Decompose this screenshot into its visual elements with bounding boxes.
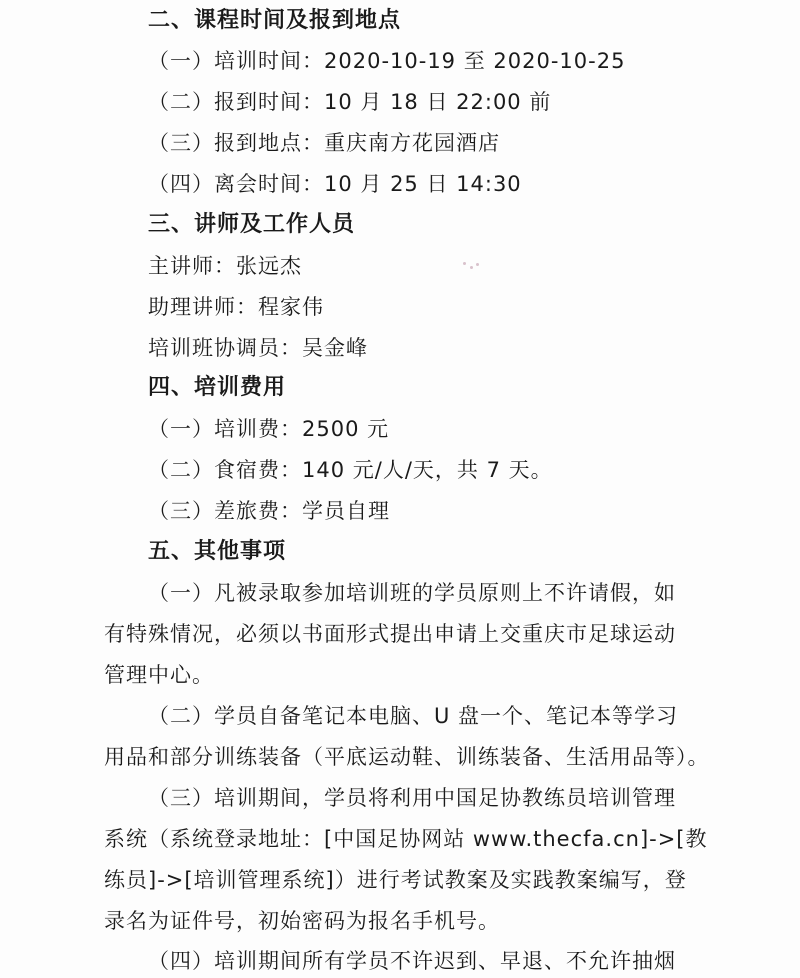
section-heading-other: 五、其他事项 bbox=[148, 539, 287, 564]
scan-speck bbox=[470, 266, 473, 269]
departure-time-line: （四）离会时间：10 月 25 日 14:30 bbox=[148, 172, 522, 196]
section-heading-fees: 四、培训费用 bbox=[148, 375, 287, 400]
other-item-3-line-4: 录名为证件号，初始密码为报名手机号。 bbox=[104, 909, 500, 933]
other-item-4-line-1: （四）培训期间所有学员不许迟到、早退、不允许抽烟 bbox=[148, 949, 676, 973]
lead-instructor-line: 主讲师：张远杰 bbox=[148, 254, 302, 278]
check-in-time-line: （二）报到时间：10 月 18 日 22:00 前 bbox=[148, 90, 552, 114]
other-item-1-line-2: 有特殊情况，必须以书面形式提出申请上交重庆市足球运动 bbox=[104, 622, 676, 646]
check-in-location-line: （三）报到地点：重庆南方花园酒店 bbox=[148, 131, 500, 155]
scan-speck bbox=[463, 262, 466, 265]
other-item-1-line-3: 管理中心。 bbox=[104, 663, 214, 687]
section-heading-staff: 三、讲师及工作人员 bbox=[148, 212, 356, 237]
travel-fee-line: （三）差旅费：学员自理 bbox=[148, 499, 390, 523]
other-item-3-line-2: 系统（系统登录地址：[中国足协网站 www.thecfa.cn]->[教 bbox=[104, 827, 708, 851]
coordinator-line: 培训班协调员：吴金峰 bbox=[148, 336, 368, 360]
section-heading-schedule: 二、课程时间及报到地点 bbox=[148, 8, 402, 33]
other-item-3-line-3: 练员]->[培训管理系统]）进行考试教案及实践教案编写，登 bbox=[104, 868, 687, 892]
assistant-instructor-line: 助理讲师：程家伟 bbox=[148, 295, 324, 319]
board-fee-line: （二）食宿费：140 元/人/天，共 7 天。 bbox=[148, 458, 553, 482]
other-item-3-line-1: （三）培训期间，学员将利用中国足协教练员培训管理 bbox=[148, 786, 676, 810]
other-item-2-line-2: 用品和部分训练装备（平底运动鞋、训练装备、生活用品等）。 bbox=[104, 745, 710, 769]
scan-speck bbox=[476, 263, 479, 266]
training-dates-line: （一）培训时间：2020-10-19 至 2020-10-25 bbox=[148, 49, 626, 73]
training-fee-line: （一）培训费：2500 元 bbox=[148, 417, 390, 441]
other-item-2-line-1: （二）学员自备笔记本电脑、U 盘一个、笔记本等学习 bbox=[148, 704, 679, 728]
other-item-1-line-1: （一）凡被录取参加培训班的学员原则上不许请假，如 bbox=[148, 581, 676, 605]
